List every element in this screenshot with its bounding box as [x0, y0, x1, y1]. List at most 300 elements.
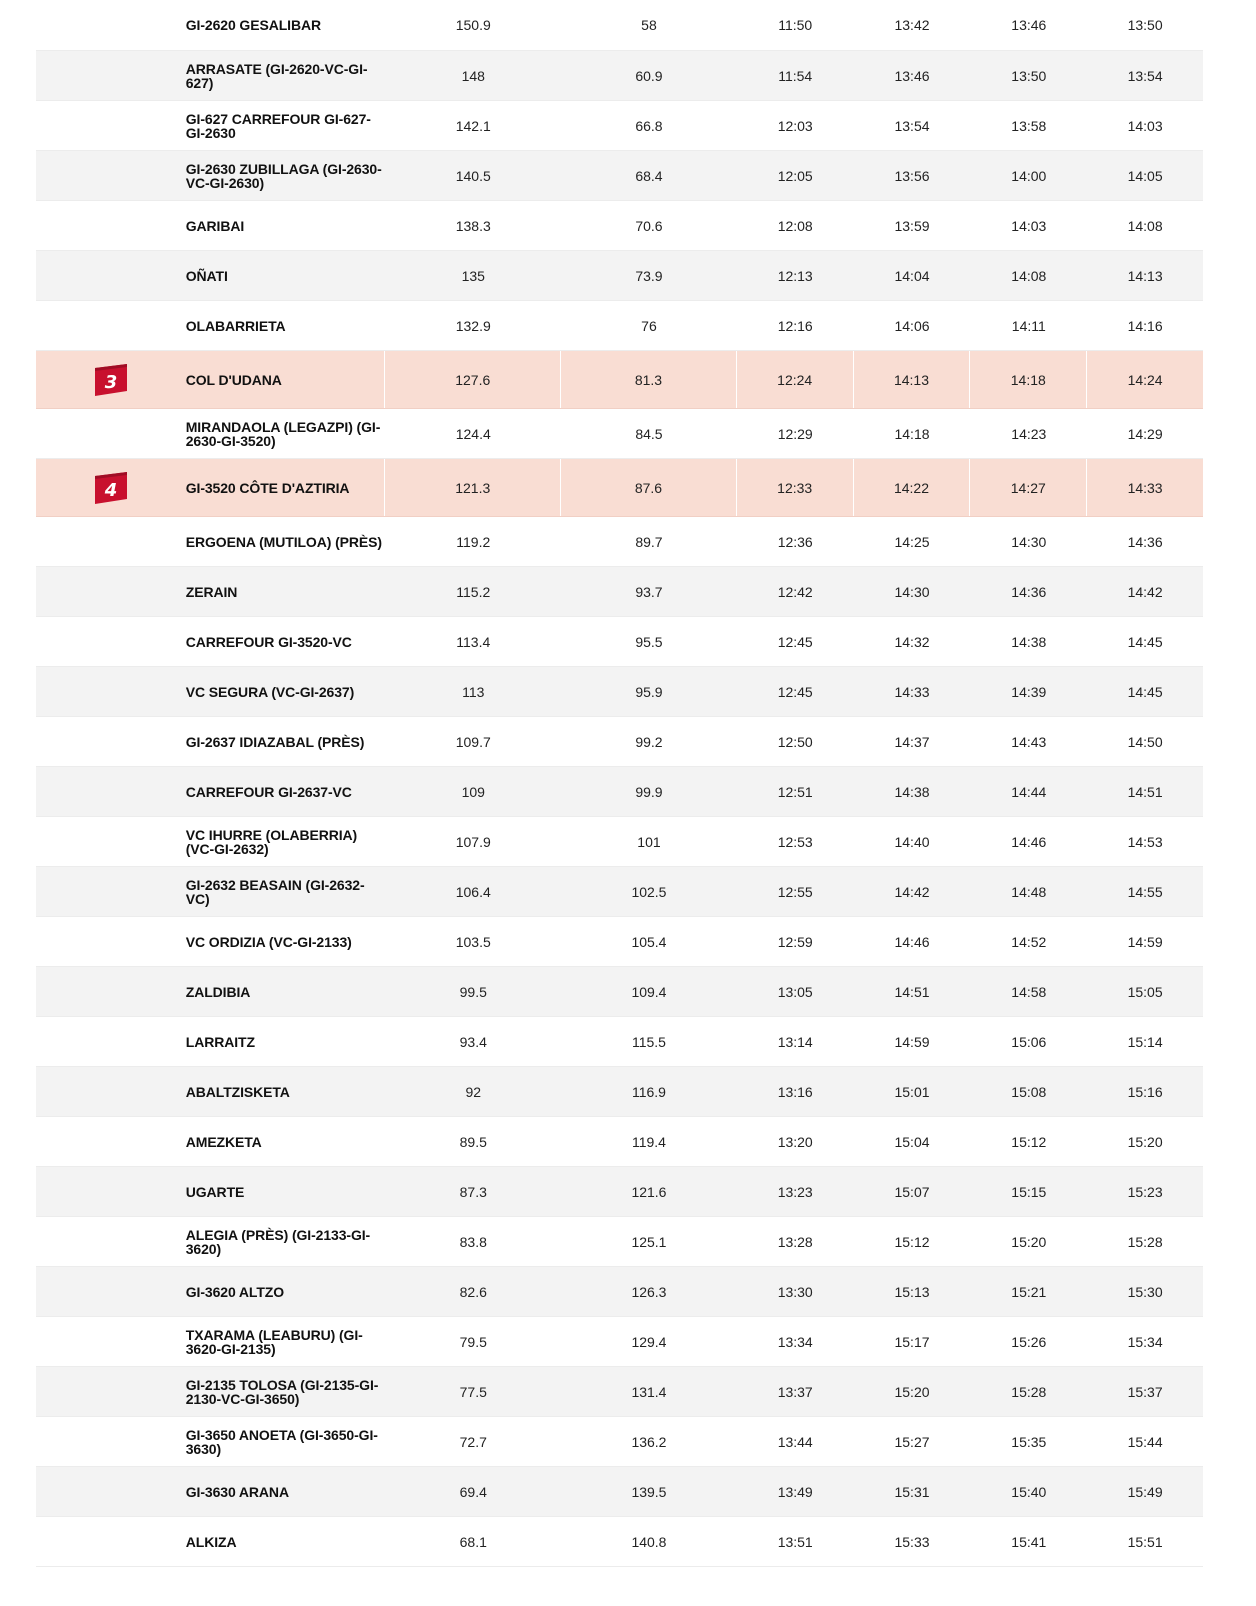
- time-schedule-1: [737, 0, 854, 50]
- km-done: [561, 867, 737, 916]
- time-schedule-3: [970, 459, 1087, 516]
- time-schedule-3: [970, 1317, 1087, 1366]
- time-schedule-2-text: 15:12: [894, 1233, 930, 1250]
- time-schedule-2: [854, 151, 971, 200]
- time-schedule-2-text: 14:51: [894, 983, 930, 1000]
- location-name-text: VC IHURRE (OLABERRIA) (VC-GI-2632): [185, 826, 358, 857]
- time-schedule-2: [854, 667, 971, 716]
- location-name: [186, 409, 386, 458]
- time-schedule-3: [970, 251, 1087, 300]
- km-done: [561, 617, 737, 666]
- time-schedule-2: [854, 1467, 971, 1516]
- time-schedule-4: [1087, 1317, 1203, 1366]
- climb-cell: [36, 251, 186, 300]
- time-schedule-4-text: 14:24: [1127, 371, 1163, 388]
- table-row: [36, 517, 1203, 567]
- time-schedule-1-text: 13:34: [777, 1333, 813, 1350]
- table-row: [36, 251, 1203, 301]
- km-remaining-text: 79.5: [459, 1333, 487, 1350]
- time-schedule-2-text: 14:33: [894, 683, 930, 700]
- time-schedule-4: [1087, 351, 1203, 408]
- time-schedule-1-text: 12:36: [777, 533, 813, 550]
- km-remaining: [385, 0, 561, 50]
- time-schedule-1: [737, 867, 854, 916]
- km-done: [561, 917, 737, 966]
- time-schedule-4: [1087, 1067, 1203, 1116]
- time-schedule-2-text: 15:13: [894, 1283, 930, 1300]
- location-name-text: ERGOENA (MUTILOA) (PRÈS): [185, 533, 382, 550]
- climb-cell: [36, 1217, 186, 1266]
- time-schedule-1: [737, 51, 854, 100]
- time-schedule-4: [1087, 817, 1203, 866]
- time-schedule-2: [854, 767, 971, 816]
- time-schedule-3-text: 13:46: [1011, 17, 1047, 33]
- time-schedule-4-text: 14:13: [1127, 267, 1163, 284]
- km-done: [561, 151, 737, 200]
- climb-cell: [36, 1467, 186, 1516]
- time-schedule-1: [737, 1017, 854, 1066]
- time-schedule-3-text: 14:46: [1011, 833, 1047, 850]
- location-name-text: GI-627 CARREFOUR GI-627-GI-2630: [185, 110, 371, 141]
- location-name: [186, 1217, 386, 1266]
- time-schedule-3-text: 14:52: [1011, 933, 1047, 950]
- time-schedule-1: [737, 617, 854, 666]
- table-row: [36, 867, 1203, 917]
- time-schedule-2: [854, 1017, 971, 1066]
- climb-cell: [36, 1167, 186, 1216]
- table-row: [36, 1217, 1203, 1267]
- time-schedule-1: [737, 1067, 854, 1116]
- time-schedule-3: [970, 351, 1087, 408]
- km-done: [561, 459, 737, 516]
- km-remaining: [385, 351, 561, 408]
- time-schedule-2: [854, 1417, 971, 1466]
- climb-cell: [36, 0, 186, 50]
- km-done-text: 81.3: [634, 371, 663, 388]
- time-schedule-2-text: 14:25: [894, 533, 930, 550]
- time-schedule-2: [854, 1517, 971, 1566]
- climb-cell: [36, 567, 186, 616]
- climb-cell: [36, 717, 186, 766]
- km-remaining: [385, 867, 561, 916]
- km-remaining-text: 135: [461, 267, 485, 284]
- time-schedule-2-text: 15:33: [894, 1533, 930, 1550]
- km-remaining-text: 77.5: [459, 1383, 487, 1400]
- time-schedule-3-text: 15:40: [1011, 1483, 1047, 1500]
- km-remaining: [385, 817, 561, 866]
- time-schedule-4-text: 14:36: [1127, 533, 1163, 550]
- km-done: [561, 1167, 737, 1216]
- time-schedule-1-text: 12:24: [777, 371, 813, 388]
- time-schedule-4: [1087, 717, 1203, 766]
- time-schedule-2: [854, 251, 971, 300]
- time-schedule-4: [1087, 151, 1203, 200]
- table-row: [36, 1167, 1203, 1217]
- time-schedule-3: [970, 151, 1087, 200]
- climb-cell: [36, 1517, 186, 1566]
- time-schedule-2: [854, 301, 971, 350]
- time-schedule-3: [970, 1017, 1087, 1066]
- time-schedule-3: [970, 409, 1087, 458]
- climb-flag-icon: [93, 363, 129, 397]
- time-schedule-1-text: 13:05: [777, 983, 813, 1000]
- km-done: [561, 667, 737, 716]
- location-name-text: MIRANDAOLA (LEGAZPI) (GI-2630-GI-3520): [185, 418, 381, 449]
- climb-cell: [36, 1017, 186, 1066]
- km-done: [561, 1417, 737, 1466]
- km-done: [561, 967, 737, 1016]
- time-schedule-4: [1087, 567, 1203, 616]
- table-row: [36, 151, 1203, 201]
- km-done: [561, 1017, 737, 1066]
- location-name: [186, 817, 386, 866]
- km-done-text: 87.6: [634, 479, 663, 496]
- km-done-text: 102.5: [631, 883, 667, 900]
- km-done-text: 76: [641, 317, 657, 334]
- time-schedule-2-text: 14:59: [894, 1033, 930, 1050]
- time-schedule-4: [1087, 459, 1203, 516]
- location-name: [186, 1517, 386, 1566]
- table-row: [36, 767, 1203, 817]
- km-done-text: 121.6: [631, 1183, 667, 1200]
- time-schedule-3: [970, 1467, 1087, 1516]
- km-done-text: 101: [637, 833, 661, 850]
- km-remaining-text: 115.2: [456, 583, 491, 600]
- km-remaining-text: 119.2: [456, 533, 491, 550]
- time-schedule-1: [737, 251, 854, 300]
- location-name-text: OLABARRIETA: [185, 317, 286, 334]
- climb-cell: [36, 301, 186, 350]
- km-remaining: [385, 1117, 561, 1166]
- km-done: [561, 0, 737, 50]
- time-schedule-3-text: 14:18: [1010, 371, 1046, 388]
- location-name: [186, 617, 386, 666]
- climb-cell: [36, 917, 186, 966]
- time-schedule-4: [1087, 251, 1203, 300]
- time-schedule-1-text: 12:51: [777, 783, 813, 800]
- km-done-text: 95.9: [635, 683, 663, 700]
- km-done: [561, 1367, 737, 1416]
- km-done: [561, 351, 737, 408]
- time-schedule-2-text: 14:42: [894, 883, 930, 900]
- location-name: [186, 301, 386, 350]
- km-remaining-text: 107.9: [455, 833, 491, 850]
- time-schedule-1-text: 12:55: [777, 883, 813, 900]
- km-done-text: 84.5: [635, 425, 663, 442]
- time-schedule-1-text: 12:03: [777, 117, 813, 134]
- km-remaining: [385, 1167, 561, 1216]
- km-done: [561, 817, 737, 866]
- time-schedule-3: [970, 1517, 1087, 1566]
- time-schedule-2-text: 15:07: [894, 1183, 930, 1200]
- time-schedule-1-text: 12:05: [777, 167, 813, 184]
- time-schedule-3-text: 14:08: [1011, 267, 1047, 284]
- km-remaining-text: 142.1: [455, 117, 491, 134]
- time-schedule-2-text: 13:59: [894, 217, 930, 234]
- time-schedule-4-text: 15:44: [1127, 1433, 1163, 1450]
- location-name: [186, 101, 386, 150]
- time-schedule-3-text: 13:50: [1011, 67, 1047, 84]
- table-row: [36, 1117, 1203, 1167]
- km-done-text: 99.2: [635, 733, 663, 750]
- time-schedule-1: [737, 917, 854, 966]
- time-schedule-2: [854, 101, 971, 150]
- time-schedule-2-text: 14:46: [894, 933, 930, 950]
- location-name: [186, 51, 386, 100]
- time-schedule-4: [1087, 867, 1203, 916]
- km-done-text: 119.4: [631, 1133, 666, 1150]
- table-row: [36, 967, 1203, 1017]
- climb-cell: [36, 201, 186, 250]
- km-remaining: [385, 1217, 561, 1266]
- km-done-text: 129.4: [631, 1333, 667, 1350]
- time-schedule-3-text: 15:21: [1011, 1283, 1047, 1300]
- location-name: [186, 917, 386, 966]
- km-remaining-text: 103.5: [455, 933, 491, 950]
- location-name: [186, 1267, 386, 1316]
- time-schedule-2-text: 13:54: [894, 117, 930, 134]
- time-schedule-4: [1087, 1267, 1203, 1316]
- km-remaining: [385, 1267, 561, 1316]
- time-schedule-4-text: 14:08: [1127, 217, 1163, 234]
- time-schedule-1: [737, 1267, 854, 1316]
- climb-cell: [36, 767, 186, 816]
- location-name-text: UGARTE: [185, 1183, 245, 1200]
- time-schedule-1: [737, 201, 854, 250]
- km-done: [561, 409, 737, 458]
- time-schedule-4: [1087, 667, 1203, 716]
- location-name: [186, 667, 386, 716]
- time-schedule-1-text: 12:45: [777, 683, 813, 700]
- time-schedule-4: [1087, 1367, 1203, 1416]
- time-schedule-4-text: 15:49: [1127, 1483, 1163, 1500]
- location-name-text: CARREFOUR GI-2637-VC: [185, 783, 352, 800]
- km-remaining: [385, 717, 561, 766]
- location-name-text: ALKIZA: [185, 1533, 237, 1550]
- table-row: [36, 617, 1203, 667]
- climb-cell: [36, 617, 186, 666]
- km-remaining-text: 121.3: [455, 479, 491, 496]
- time-schedule-1: [737, 817, 854, 866]
- location-name-text: GARIBAI: [185, 217, 245, 234]
- time-schedule-2-text: 13:56: [894, 167, 930, 184]
- km-remaining: [385, 459, 561, 516]
- time-schedule-3: [970, 617, 1087, 666]
- km-done-text: 99.9: [635, 783, 663, 800]
- time-schedule-4: [1087, 201, 1203, 250]
- time-schedule-3-text: 15:06: [1011, 1033, 1047, 1050]
- km-done-text: 89.7: [635, 533, 663, 550]
- time-schedule-2: [854, 517, 971, 566]
- km-done: [561, 717, 737, 766]
- location-name: [186, 351, 386, 408]
- km-done-text: 116.9: [631, 1083, 666, 1100]
- km-done-text: 115.5: [631, 1033, 666, 1050]
- time-schedule-2: [854, 1367, 971, 1416]
- table-row: [36, 717, 1203, 767]
- time-schedule-1-text: 11:54: [778, 67, 813, 84]
- km-remaining-text: 68.1: [459, 1533, 487, 1550]
- climb-cell: [36, 817, 186, 866]
- climb-cell: [36, 101, 186, 150]
- climb-row: [36, 351, 1203, 409]
- time-schedule-1-text: 13:28: [777, 1233, 813, 1250]
- km-done: [561, 1517, 737, 1566]
- km-remaining-text: 72.7: [459, 1433, 487, 1450]
- time-schedule-4: [1087, 1517, 1203, 1566]
- location-name: [186, 567, 386, 616]
- time-schedule-2: [854, 567, 971, 616]
- climb-cell: [36, 351, 186, 408]
- time-schedule-2: [854, 459, 971, 516]
- location-name-text: GI-2637 IDIAZABAL (PRÈS): [185, 733, 365, 750]
- km-done: [561, 567, 737, 616]
- km-remaining: [385, 1067, 561, 1116]
- location-name: [186, 1317, 386, 1366]
- time-schedule-3: [970, 1167, 1087, 1216]
- km-done: [561, 1117, 737, 1166]
- time-schedule-1: [737, 101, 854, 150]
- km-remaining: [385, 1367, 561, 1416]
- km-done: [561, 1317, 737, 1366]
- time-schedule-4: [1087, 1467, 1203, 1516]
- table-row: [36, 51, 1203, 101]
- table-row: [36, 201, 1203, 251]
- time-schedule-4-text: 14:50: [1127, 733, 1163, 750]
- km-remaining: [385, 251, 561, 300]
- location-name-text: COL D'UDANA: [185, 371, 282, 388]
- table-row: [36, 1067, 1203, 1117]
- km-done: [561, 1467, 737, 1516]
- climb-flag-icon: [93, 471, 129, 505]
- location-name-text: ZALDIBIA: [185, 983, 251, 1000]
- km-done: [561, 1217, 737, 1266]
- table-row: [36, 1517, 1203, 1567]
- time-schedule-4-text: 15:16: [1127, 1083, 1163, 1100]
- time-schedule-1: [737, 459, 854, 516]
- time-schedule-3-text: 15:12: [1011, 1133, 1047, 1150]
- location-name: [186, 717, 386, 766]
- km-remaining-text: 124.4: [455, 425, 491, 442]
- time-schedule-4: [1087, 517, 1203, 566]
- time-schedule-2-text: 14:40: [894, 833, 930, 850]
- location-name: [186, 1467, 386, 1516]
- climb-cell: [36, 409, 186, 458]
- time-schedule-4-text: 15:20: [1127, 1133, 1163, 1150]
- location-name-text: CARREFOUR GI-3520-VC: [185, 633, 352, 650]
- time-schedule-3: [970, 1267, 1087, 1316]
- time-schedule-2: [854, 1267, 971, 1316]
- km-remaining-text: 69.4: [459, 1483, 487, 1500]
- time-schedule-4: [1087, 101, 1203, 150]
- time-schedule-4-text: 15:05: [1127, 983, 1163, 1000]
- location-name: [186, 1367, 386, 1416]
- km-done-text: 105.4: [631, 933, 667, 950]
- time-schedule-3: [970, 1067, 1087, 1116]
- time-schedule-4-text: 13:50: [1127, 17, 1163, 33]
- time-schedule-1: [737, 409, 854, 458]
- time-schedule-4-text: 15:34: [1127, 1333, 1163, 1350]
- km-remaining-text: 106.4: [455, 883, 491, 900]
- time-schedule-3: [970, 517, 1087, 566]
- time-schedule-4: [1087, 0, 1203, 50]
- location-name-text: GI-2135 TOLOSA (GI-2135-GI-2130-VC-GI-3650): [185, 1376, 379, 1407]
- table-row: [36, 817, 1203, 867]
- location-name-text: GI-2620 GESALIBAR: [185, 17, 321, 33]
- climb-cell: [36, 1367, 186, 1416]
- km-remaining-text: 92: [465, 1083, 482, 1100]
- time-schedule-1: [737, 1467, 854, 1516]
- km-done-text: 136.2: [631, 1433, 667, 1450]
- time-schedule-4: [1087, 301, 1203, 350]
- time-schedule-3: [970, 817, 1087, 866]
- time-schedule-2-text: 14:04: [894, 267, 930, 284]
- km-remaining: [385, 201, 561, 250]
- km-remaining: [385, 151, 561, 200]
- time-schedule-4-text: 15:14: [1127, 1033, 1163, 1050]
- time-schedule-1: [737, 967, 854, 1016]
- time-schedule-3-text: 15:41: [1011, 1533, 1047, 1550]
- time-schedule-1: [737, 301, 854, 350]
- location-name: [186, 517, 386, 566]
- time-schedule-3-text: 14:39: [1011, 683, 1047, 700]
- time-schedule-2-text: 14:06: [894, 317, 930, 334]
- time-schedule-1: [737, 351, 854, 408]
- time-schedule-3: [970, 1417, 1087, 1466]
- km-remaining: [385, 301, 561, 350]
- time-schedule-3-text: 15:15: [1011, 1183, 1047, 1200]
- time-schedule-4-text: 14:03: [1127, 117, 1163, 134]
- time-schedule-3: [970, 1117, 1087, 1166]
- time-schedule-3-text: 15:28: [1011, 1383, 1047, 1400]
- time-schedule-3-text: 15:08: [1011, 1083, 1047, 1100]
- time-schedule-1-text: 12:45: [777, 633, 813, 650]
- time-schedule-4-text: 14:45: [1127, 683, 1163, 700]
- time-schedule-3: [970, 917, 1087, 966]
- km-done-text: 140.8: [631, 1533, 667, 1550]
- time-schedule-3: [970, 101, 1087, 150]
- time-schedule-2-text: 13:42: [894, 17, 930, 33]
- time-schedule-2-text: 14:18: [894, 425, 930, 442]
- time-schedule-1: [737, 151, 854, 200]
- time-schedule-2-text: 14:32: [894, 633, 930, 650]
- time-schedule-1: [737, 1317, 854, 1366]
- location-name: [186, 867, 386, 916]
- time-schedule-2: [854, 409, 971, 458]
- time-schedule-3-text: 14:38: [1011, 633, 1047, 650]
- time-schedule-1: [737, 1517, 854, 1566]
- km-remaining: [385, 1467, 561, 1516]
- time-schedule-4-text: 15:37: [1127, 1383, 1163, 1400]
- time-schedule-3: [970, 967, 1087, 1016]
- time-schedule-4-text: 14:55: [1127, 883, 1163, 900]
- km-done: [561, 201, 737, 250]
- climb-category-text: 3: [104, 371, 118, 393]
- km-remaining-text: 109: [461, 783, 485, 800]
- time-schedule-4-text: 14:53: [1127, 833, 1163, 850]
- time-schedule-2: [854, 51, 971, 100]
- location-name-text: ABALTZISKETA: [185, 1083, 290, 1100]
- time-schedule-2-text: 15:01: [894, 1083, 930, 1100]
- climb-cell: [36, 51, 186, 100]
- time-schedule-3-text: 14:03: [1011, 217, 1047, 234]
- table-row: [36, 301, 1203, 351]
- time-schedule-1: [737, 517, 854, 566]
- time-schedule-1-text: 12:42: [777, 583, 813, 600]
- time-schedule-1-text: 13:30: [777, 1283, 813, 1300]
- time-schedule-1-text: 12:53: [777, 833, 813, 850]
- table-row: [36, 917, 1203, 967]
